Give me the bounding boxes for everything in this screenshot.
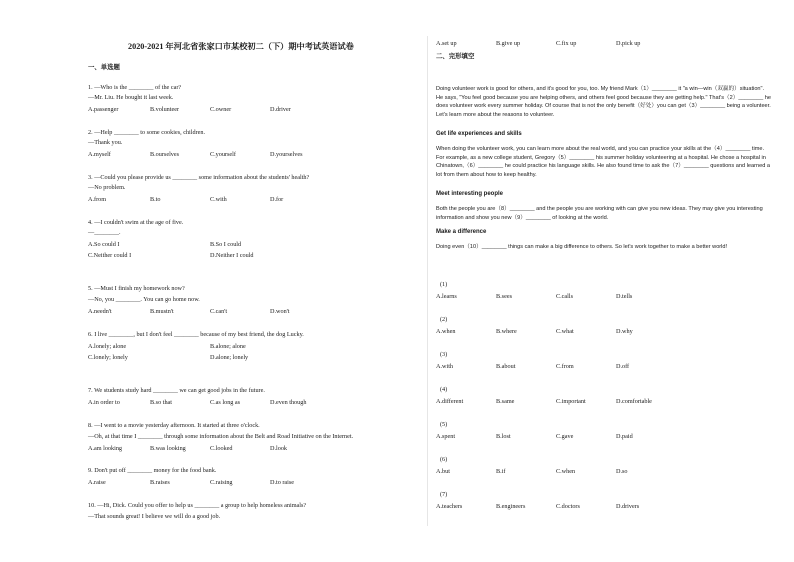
question-8-stem: 8. —I went to a movie yesterday afternoon. It started at three o'clock. <box>88 422 260 429</box>
passage-paragraph-2: When doing the volunteer work, you can learn more about the real world, and you can practice your skills at the（4）________ time. For example, as a new college student, Gregory（5）________ his summer holiday volunteering at a hospital. He chose a hospital in Chinatown,（6）________ he could practice his language skills. He also found time to ask the（7）________ questions and learned a lot from them about how to keep healthy. <box>436 146 770 178</box>
q9-option-b[interactable]: B.raises <box>150 479 170 486</box>
passage-paragraph-1: Doing volunteer work is good for others, and it's good for you, too. My friend Mark（1）________ it "a win—win（双赢的）situation". He says, "You feel good because you are helping others, and others feel good because they are getting help." That's（2）________ he does volunteer work every summer holiday. Of course that is not the only benefit（好处）you can get（3）________ being a volunteer. Let's learn more about the reasons to volunteer. <box>436 86 771 118</box>
q10-option-a[interactable]: A.set up <box>436 40 457 47</box>
cloze-6-option-c[interactable]: C.when <box>556 468 576 475</box>
q5-option-d[interactable]: D.won't <box>270 308 290 315</box>
cloze-1-option-c[interactable]: C.calls <box>556 293 574 300</box>
question-4-stem: 4. —I couldn't swim at the age of five. <box>88 219 184 226</box>
q2-option-d[interactable]: D.yourselves <box>270 151 303 158</box>
question-8-stem-2: —Oh, at that time I ________ through some information about the Belt and Road Initiative on the Internet. <box>88 433 354 440</box>
cloze-2-option-d[interactable]: D.why <box>616 328 633 335</box>
q8-option-c[interactable]: C.looked <box>210 445 233 452</box>
cloze-6-option-d[interactable]: D.so <box>616 468 628 475</box>
cloze-4-option-c[interactable]: C.important <box>556 398 586 405</box>
cloze-1-number: (1) <box>440 281 448 288</box>
passage-subheading-3: Make a difference <box>436 229 487 235</box>
q7-option-b[interactable]: B.so that <box>150 399 173 406</box>
q3-option-b[interactable]: B.to <box>150 196 161 203</box>
q2-option-b[interactable]: B.ourselves <box>150 151 180 158</box>
q6-option-b[interactable]: B.alone; alone <box>210 343 246 350</box>
cloze-6-option-a[interactable]: A.but <box>436 468 450 475</box>
question-3-stem-2: —No problem. <box>88 184 126 191</box>
q6-option-a[interactable]: A.lonely; alone <box>88 343 127 350</box>
q7-option-c[interactable]: C.as long as <box>210 399 241 406</box>
column-divider <box>427 36 428 526</box>
q10-option-d[interactable]: D.pick up <box>616 40 641 47</box>
q5-option-b[interactable]: B.mustn't <box>150 308 174 315</box>
cloze-5-number: (5) <box>440 421 448 428</box>
left-column <box>88 0 418 562</box>
passage-paragraph-3: Both the people you are（8）________ and the people you are working with can give you new ideas. They may give you interesting information and show you new（9）________ of looking at the world. <box>436 206 763 221</box>
q4-option-d[interactable]: D.Neither I could <box>210 252 254 259</box>
q6-option-c[interactable]: C.lonely; lonely <box>88 354 128 361</box>
question-5-stem: 5. —Must I finish my homework now? <box>88 285 185 292</box>
q3-option-d[interactable]: D.for <box>270 196 284 203</box>
q8-option-a[interactable]: A.am looking <box>88 445 123 452</box>
q7-option-d[interactable]: D.even though <box>270 399 307 406</box>
cloze-1-option-a[interactable]: A.learns <box>436 293 457 300</box>
q2-option-a[interactable]: A.myself <box>88 151 111 158</box>
q4-option-a[interactable]: A.So could I <box>88 241 120 248</box>
question-10-stem: 10. —Hi, Dick. Could you offer to help us ________ a group to help homeless animals? <box>88 502 307 509</box>
cloze-3-option-d[interactable]: D.off <box>616 363 630 370</box>
cloze-3-number: (3) <box>440 351 448 358</box>
q1-option-c[interactable]: C.owner <box>210 106 232 113</box>
passage-subheading-2: Meet interesting people <box>436 191 504 197</box>
cloze-5-option-d[interactable]: D.paid <box>616 433 633 440</box>
cloze-5-option-b[interactable]: B.lost <box>496 433 511 440</box>
question-3-stem: 3. —Could you please provide us ________ some information about the students' health? <box>88 174 310 181</box>
q8-option-d[interactable]: D.look <box>270 445 288 452</box>
right-column <box>436 0 776 562</box>
cloze-5-option-a[interactable]: A.spent <box>436 433 456 440</box>
q10-option-c[interactable]: C.fix up <box>556 40 577 47</box>
q9-option-d[interactable]: D.to raise <box>270 479 295 486</box>
cloze-4-option-a[interactable]: A.different <box>436 398 464 405</box>
page-title: 2020-2021 年河北省张家口市某校初二（下）期中考试英语试卷 <box>128 42 354 51</box>
q3-option-c[interactable]: C.with <box>210 196 227 203</box>
q3-option-a[interactable]: A.from <box>88 196 107 203</box>
cloze-1-option-d[interactable]: D.tells <box>616 293 633 300</box>
passage-paragraph-4: Doing even（10）________ things can make a big difference to others. So let's work together to make a better world! <box>436 244 728 250</box>
cloze-7-option-c[interactable]: C.doctors <box>556 503 580 510</box>
q4-option-b[interactable]: B.So I could <box>210 241 242 248</box>
q1-option-d[interactable]: D.driver <box>270 106 291 113</box>
q4-option-c[interactable]: C.Neither could I <box>88 252 132 259</box>
cloze-3-option-c[interactable]: C.from <box>556 363 574 370</box>
question-9-stem: 9. Don't put off ________ money for the food bank. <box>88 467 217 474</box>
question-10-stem-2: —That sounds great! I believe we will do a good job. <box>88 513 221 520</box>
cloze-3-option-b[interactable]: B.about <box>496 363 516 370</box>
q1-option-a[interactable]: A.passenger <box>88 106 119 113</box>
q8-option-b[interactable]: B.was looking <box>150 445 186 452</box>
question-7-stem: 7. We students study hard ________ we can get good jobs in the future. <box>88 387 265 394</box>
question-4-stem-2: —________. <box>88 229 121 236</box>
cloze-2-option-c[interactable]: C.what <box>556 328 574 335</box>
cloze-5-option-c[interactable]: C.gave <box>556 433 574 440</box>
question-2-stem-2: —Thank you. <box>88 139 123 146</box>
passage-subheading-1: Get life experiences and skills <box>436 131 522 137</box>
q5-option-c[interactable]: C.can't <box>210 308 228 315</box>
question-5-stem-2: —No, you ________. You can go home now. <box>88 296 200 303</box>
cloze-7-number: (7) <box>440 491 448 498</box>
q6-option-d[interactable]: D.alone; lonely <box>210 354 249 361</box>
q7-option-a[interactable]: A.in order to <box>88 399 120 406</box>
cloze-6-option-b[interactable]: B.if <box>496 468 506 475</box>
cloze-4-number: (4) <box>440 386 448 393</box>
question-2-stem: 2. —Help ________ to some cookies, children. <box>88 129 206 136</box>
cloze-4-option-d[interactable]: D.comfortable <box>616 398 652 405</box>
cloze-4-option-b[interactable]: B.same <box>496 398 515 405</box>
q9-option-c[interactable]: C.raising <box>210 479 233 486</box>
cloze-2-option-a[interactable]: A.when <box>436 328 456 335</box>
section-heading-cloze: 二、完形填空 <box>436 53 475 60</box>
cloze-7-option-d[interactable]: D.drivers <box>616 503 640 510</box>
section-heading-single-choice: 一、单选题 <box>88 64 120 71</box>
cloze-6-number: (6) <box>440 456 448 463</box>
cloze-3-option-a[interactable]: A.with <box>436 363 454 370</box>
q5-option-a[interactable]: A.needn't <box>88 308 112 315</box>
q2-option-c[interactable]: C.yourself <box>210 151 236 158</box>
cloze-7-option-b[interactable]: B.engineers <box>496 503 526 510</box>
cloze-1-option-b[interactable]: B.sees <box>496 293 512 300</box>
cloze-7-option-a[interactable]: A.teachers <box>436 503 463 510</box>
question-1-stem: 1. —Who is the ________ of the car? <box>88 84 182 91</box>
question-6-stem: 6. I live ________, but I don't feel ________ because of my best friend, the dog Lucky. <box>88 331 304 338</box>
question-1-stem-2: —Mr. Liu. He bought it last week. <box>88 94 174 101</box>
q10-option-b[interactable]: B.give up <box>496 40 521 47</box>
q1-option-b[interactable]: B.volunteer <box>150 106 180 113</box>
cloze-2-number: (2) <box>440 316 448 323</box>
q9-option-a[interactable]: A.raise <box>88 479 106 486</box>
cloze-2-option-b[interactable]: B.where <box>496 328 517 335</box>
